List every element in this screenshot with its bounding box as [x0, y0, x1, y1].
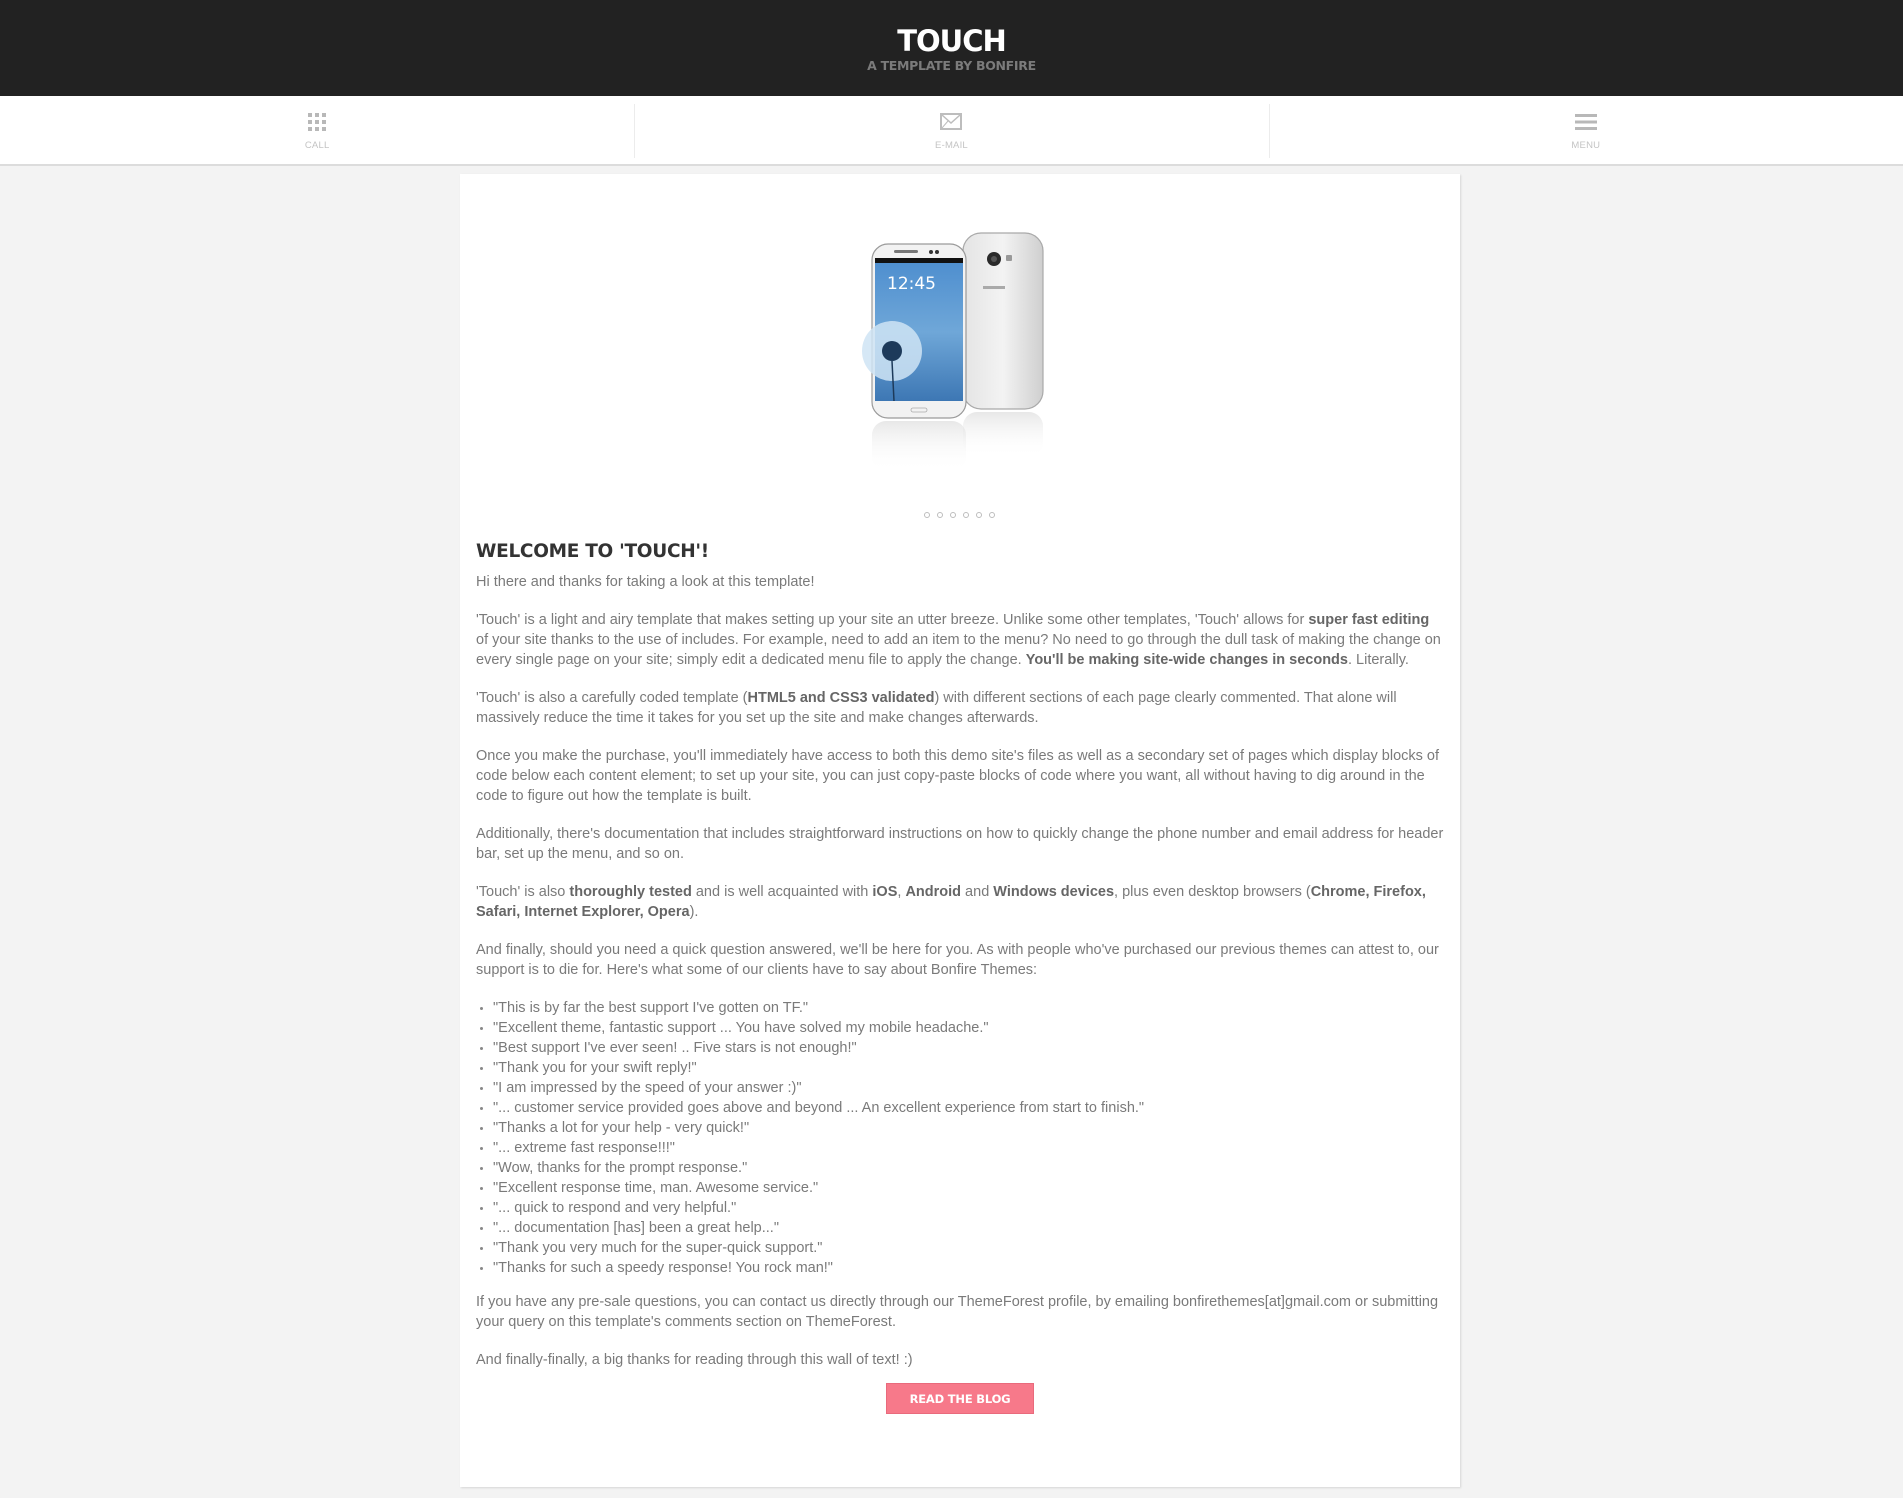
hamburger-icon	[1575, 113, 1597, 131]
bold-text: Windows devices	[993, 884, 1115, 900]
slider-dot-4[interactable]	[963, 512, 969, 518]
bold-text: Android	[905, 884, 962, 900]
site-subtitle: A TEMPLATE BY BONFIRE	[867, 58, 1036, 73]
list-item: • "Thank you for your swift reply!"	[493, 1058, 1444, 1078]
text: ,	[897, 884, 906, 900]
slider-dot-1[interactable]	[924, 512, 930, 518]
nav-menu-label: MENU	[1571, 140, 1601, 151]
list-item: • "... customer service provided goes above and beyond ... An excellent experience from start to finish."	[493, 1098, 1444, 1118]
nav-call-label: CALL	[304, 140, 330, 151]
nav-menu-button[interactable]	[1269, 96, 1903, 164]
article	[476, 540, 1444, 1414]
bold-text: iOS	[872, 884, 898, 900]
paragraph-purchase: Once you make the purchase, you'll immediately have access to both this demo site's files as well as a secondary set of pages which display blocks of code below each content element; to set up your site, you can just copy-paste blocks of code where you want, all without having to dig around in the code to figure out how the template is built.	[476, 748, 1440, 804]
slider-dot-2[interactable]	[937, 512, 943, 518]
svg-text:12:45: 12:45	[887, 274, 936, 294]
paragraph-features	[476, 610, 1444, 670]
phone-image	[856, 226, 1056, 476]
slider-dot-3[interactable]	[950, 512, 956, 518]
read-the-blog-button[interactable]: READ THE BLOG	[886, 1383, 1034, 1414]
paragraph-documentation: Additionally, there's documentation that includes straightforward instructions on how to quickly change the phone number and email address for header bar, set up the menu, and so on.	[476, 826, 1444, 862]
list-item: • "Thank you very much for the super-quick support."	[493, 1238, 1444, 1258]
testimonial-list	[476, 998, 1444, 1278]
text: of your site thanks to the use of includes. For example, need to add an item to the menu? No need to go through the dull task of making the change on every single page on your site; simply edit a dedicated menu file to apply the change.	[476, 632, 1441, 668]
site-title[interactable]: TOUCH	[897, 24, 1006, 58]
list-item: • "... extreme fast response!!!"	[493, 1138, 1444, 1158]
slider-pagination	[924, 512, 995, 520]
bold-text: super fast editing	[1308, 612, 1430, 628]
paragraph-thanks: And finally-finally, a big thanks for reading through this wall of text! :)	[476, 1352, 913, 1368]
site-header	[0, 0, 1903, 96]
image-slider[interactable]	[460, 174, 1460, 529]
paragraph-coding	[476, 688, 1444, 728]
list-item: • "... quick to respond and very helpful."	[493, 1198, 1444, 1218]
dialpad-icon	[307, 113, 327, 131]
bold-text: HTML5 and CSS3 validated	[747, 690, 935, 706]
nav-call-button[interactable]	[0, 96, 634, 164]
content-card	[460, 174, 1460, 1487]
list-item: • "... documentation [has] been a great help..."	[493, 1218, 1444, 1238]
text: 'Touch' is also	[476, 884, 570, 900]
list-item: • "Wow, thanks for the prompt response."	[493, 1158, 1444, 1178]
text: , plus even desktop browsers (	[1114, 884, 1311, 900]
list-item: • "Best support I've ever seen! .. Five stars is not enough!"	[493, 1038, 1444, 1058]
list-item: • "I am impressed by the speed of your answer :)"	[493, 1078, 1444, 1098]
list-item: • "Excellent theme, fantastic support ... You have solved my mobile headache."	[493, 1018, 1444, 1038]
list-item: • "This is by far the best support I've gotten on TF."	[493, 998, 1444, 1018]
page-title: WELCOME TO 'TOUCH'!	[476, 541, 709, 562]
envelope-icon	[940, 113, 962, 131]
paragraph-support: And finally, should you need a quick question answered, we'll be here for you. As with people who've purchased our previous themes can attest to, our support is to die for. Here's what some of our clients have to say about Bonfire Themes:	[476, 942, 1439, 978]
nav-email-button[interactable]	[634, 96, 1268, 164]
list-item: • "Thanks for such a speedy response! You rock man!"	[493, 1258, 1444, 1278]
slider-dot-5[interactable]	[976, 512, 982, 518]
paragraph-testing	[476, 882, 1444, 922]
nav-email-label: E-MAIL	[935, 140, 968, 151]
bold-text: You'll be making site-wide changes in seconds	[1025, 652, 1348, 668]
nav-bar	[0, 96, 1903, 166]
list-item: • "Excellent response time, man. Awesome service."	[493, 1178, 1444, 1198]
slider-dot-6[interactable]	[989, 512, 995, 518]
text: ) with different sections of each page clearly commented. That alone will massively reduce the time it takes for you set up the site and make changes afterwards.	[476, 690, 1397, 726]
cta-container	[476, 1383, 1444, 1414]
text: . Literally.	[1347, 652, 1409, 668]
text: 'Touch' is a light and airy template that makes setting up your site an utter breeze. Unlike some other templates, 'Touch' allows for	[476, 612, 1309, 628]
text: and is well acquainted with	[691, 884, 873, 900]
text: 'Touch' is also a carefully coded template (	[476, 690, 748, 706]
bold-text: Chrome, Firefox, Safari, Internet Explorer, Opera	[476, 884, 1426, 920]
intro-paragraph: Hi there and thanks for taking a look at this template!	[476, 574, 815, 590]
bold-text: thoroughly tested	[569, 884, 692, 900]
list-item: • "Thanks a lot for your help - very quick!"	[493, 1118, 1444, 1138]
text: and	[961, 884, 994, 900]
text: ).	[689, 904, 699, 920]
paragraph-contact: If you have any pre-sale questions, you can contact us directly through our ThemeForest profile, by emailing bonfirethemes[at]gmail.com or submitting your query on this template's comments section on ThemeForest.	[476, 1294, 1439, 1330]
